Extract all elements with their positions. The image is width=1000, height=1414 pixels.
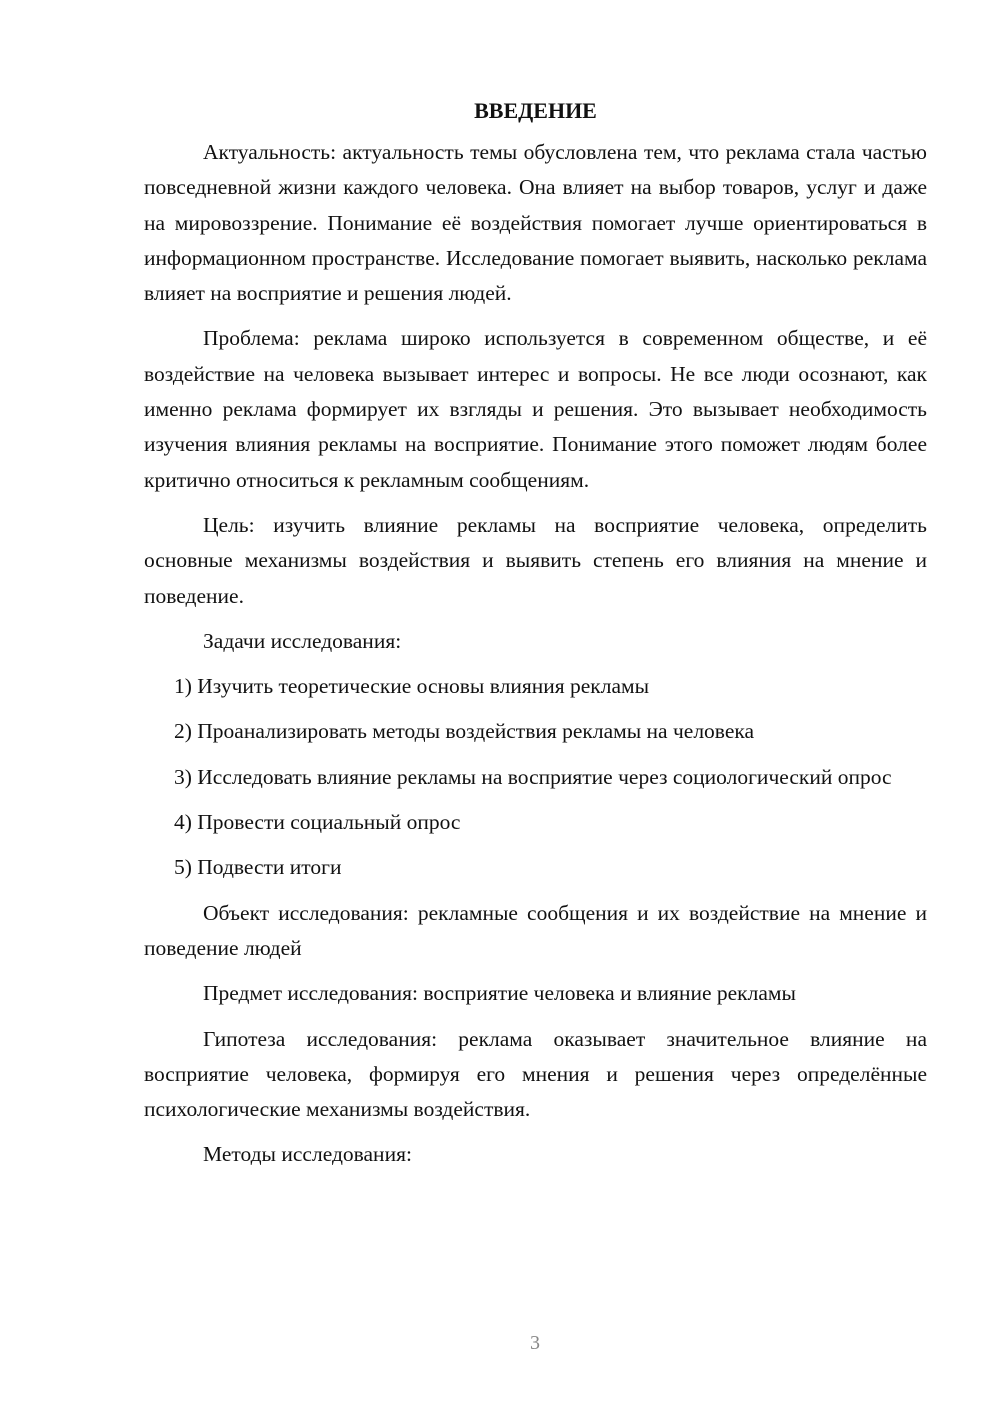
document-page [144,96,927,1173]
list-item: 5) Подвести итоги [174,855,342,880]
list-item: 4) Провести социальный опрос [174,810,461,835]
list-item: 3) Исследовать влияние рекламы на восприятие через социологический опрос [174,764,892,789]
task-list [144,669,927,885]
paragraph-goal: Цель: изучить влияние рекламы на восприятие человека, определить основные механизмы воздействия и выявить степень его влияния на мнение и поведение. [144,512,927,608]
list-item: 2) Проанализировать методы воздействия рекламы на человека [174,719,755,744]
list-item: 1) Изучить теоретические основы влияния рекламы [174,674,650,699]
paragraph-methods: Методы исследования: [203,1142,412,1167]
paragraph-hypothesis: Гипотеза исследования: реклама оказывает значительное влияние на восприятие человека, формируя его мнения и решения через определённые психологические механизмы воздействия. [144,1026,927,1122]
paragraph-relevance: Актуальность: актуальность темы обусловлена тем, что реклама стала частью повседневной жизни каждого человека. Она влияет на выбор товаров, услуг и даже на мировоззрение. Понимание её воздействия помогает лучше ориентироваться в информационном пространстве. Исследование помогает выявить, насколько реклама влияет на восприятие и решения людей. [144,140,927,306]
paragraph-subject: Предмет исследования: восприятие человека и влияние рекламы [203,981,796,1006]
paragraph-tasks-heading: Задачи исследования: [203,628,402,653]
paragraph-problem: Проблема: реклама широко используется в современном обществе, и её воздействие на человека вызывает интерес и вопросы. Не все люди осознают, как именно реклама формирует их взгляды и решения. Это вызывает необходимость изучения влияния рекламы на восприятие. Понимание этого поможет людям более критично относиться к рекламным сообщениям. [144,326,927,492]
paragraph-object: Объект исследования: рекламные сообщения и их воздействие на мнение и поведение людей [144,900,927,960]
page-number: 3 [530,1332,540,1354]
page-title: ВВЕДЕНИЕ [474,98,597,123]
